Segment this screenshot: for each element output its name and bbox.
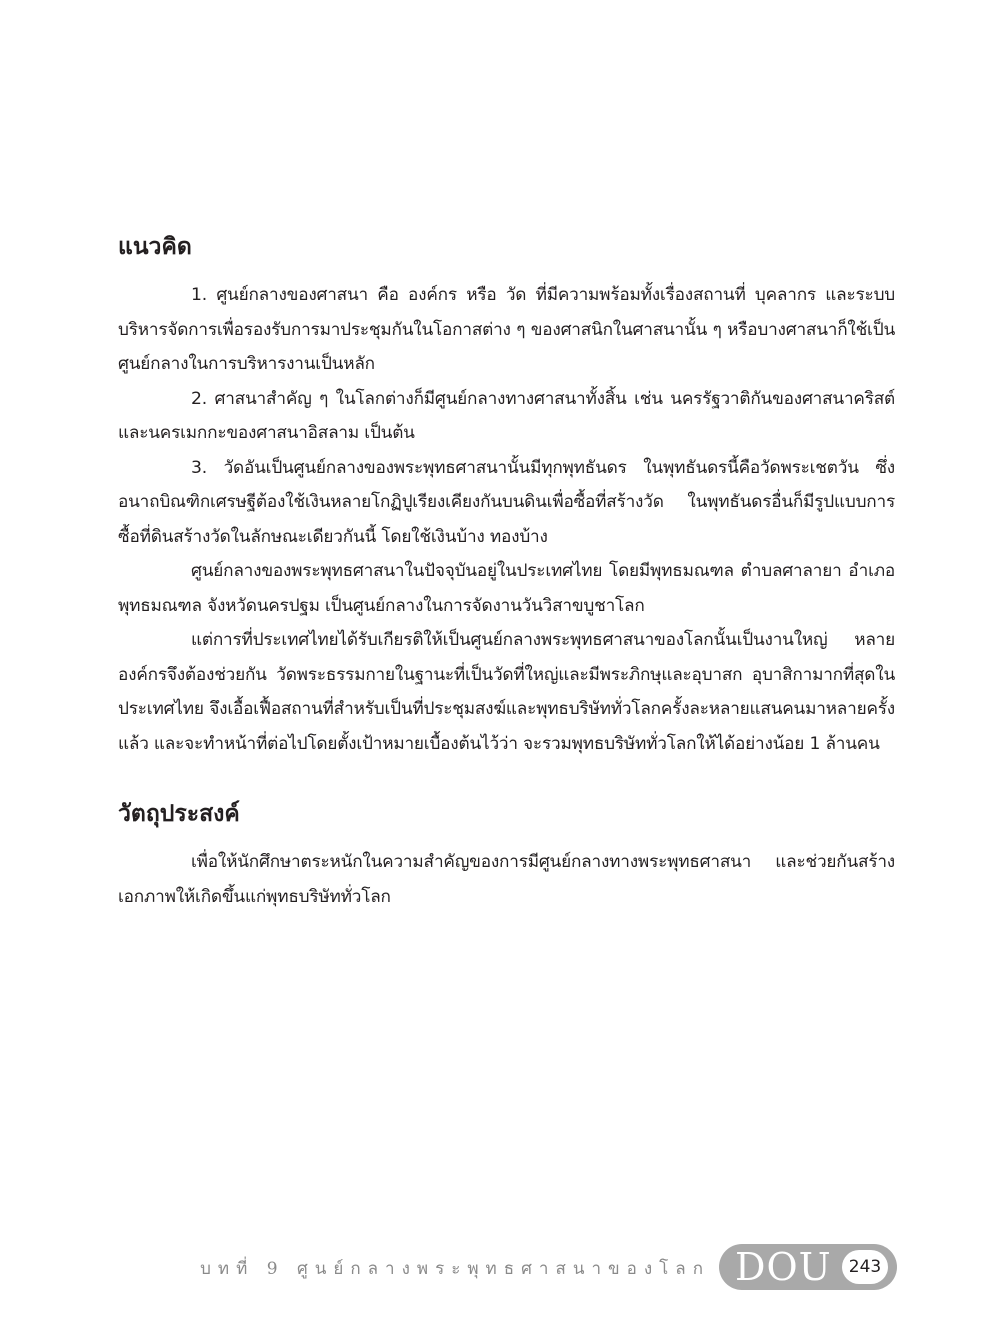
chapter-title: บทที่ 9 ศูนย์กลางพระพุทธศาสนาของโลก <box>200 1259 710 1279</box>
concept-paragraph-4: ศูนย์กลางของพระพุทธศาสนาในปัจจุบันอยู่ในประเทศไทย โดยมีพุทธมณฑล ตำบลศาลายา อำเภอพุทธมณฑล จังหวัดนครปฐม เป็นศูนย์กลางในการจัดงานวันวิสาขบูชาโลก <box>118 561 895 616</box>
page-content <box>118 230 895 914</box>
dou-logo: DOU <box>735 1245 832 1289</box>
concept-section <box>118 230 895 761</box>
objective-section <box>118 797 895 914</box>
concept-heading: แนวคิด <box>118 234 192 260</box>
page-footer <box>0 1244 1000 1290</box>
concept-paragraph-3: 3. วัดอันเป็นศูนย์กลางของพระพุทธศาสนานั้นมีทุกพุทธันดร ในพุทธันดรนี้คือวัดพระเชตวัน ซึ่งอนาถบิณฑิกเศรษฐีต้องใช้เงินหลายโกฏิปูเรียงเคียงกันบนดินเพื่อซื้อที่สร้างวัด ในพุทธันดรอื่นก็มีรูปแบบการซื้อที่ดินสร้างวัดในลักษณะเดียวกันนี้ โดยใช้เงินบ้าง ทองบ้าง <box>118 457 895 547</box>
page-number: 243 <box>842 1250 888 1284</box>
concept-paragraph-5: แต่การที่ประเทศไทยได้รับเกียรติให้เป็นศูนย์กลางพระพุทธศาสนาของโลกนั้นเป็นงานใหญ่ หลายองค์กรจึงต้องช่วยกัน วัดพระธรรมกายในฐานะที่เป็นวัดที่ใหญ่และมีพระภิกษุและอุบาสก อุบาสิกามากที่สุดในประเทศไทย จึงเอื้อเฟื้อสถานที่สำหรับเป็นที่ประชุมสงฆ์และพุทธบริษัททั่วโลกครั้งละหลายแสนคนมาหลายครั้งแล้ว และจะทำหน้าที่ต่อไปโดยตั้งเป้าหมายเบื้องต้นไว้ว่า จะรวมพุทธบริษัททั่วโลกให้ได้อย่างน้อย 1 ล้านคน <box>118 630 895 754</box>
objective-heading: วัตถุประสงค์ <box>118 801 240 827</box>
concept-paragraph-1: 1. ศูนย์กลางของศาสนา คือ องค์กร หรือ วัด ที่มีความพร้อมทั้งเรื่องสถานที่ บุคลากร และระบบบริหารจัดการเพื่อรองรับการมาประชุมกันในโอกาสต่าง ๆ ของศาสนิกในศาสนานั้น ๆ หรือบางศาสนาก็ใช้เป็นศูนย์กลางในการบริหารงานเป็นหลัก <box>118 285 895 374</box>
page-badge <box>719 1244 897 1290</box>
concept-paragraph-2: 2. ศาสนาสำคัญ ๆ ในโลกต่างก็มีศูนย์กลางทางศาสนาทั้งสิ้น เช่น นครรัฐวาติกันของศาสนาคริสต์และนครเมกกะของศาสนาอิสลาม เป็นต้น <box>118 388 895 443</box>
objective-paragraph-1: เพื่อให้นักศึกษาตระหนักในความสำคัญของการมีศูนย์กลางทางพระพุทธศาสนา และช่วยกันสร้างเอกภาพให้เกิดขึ้นแก่พุทธบริษัททั่วโลก <box>118 852 895 907</box>
